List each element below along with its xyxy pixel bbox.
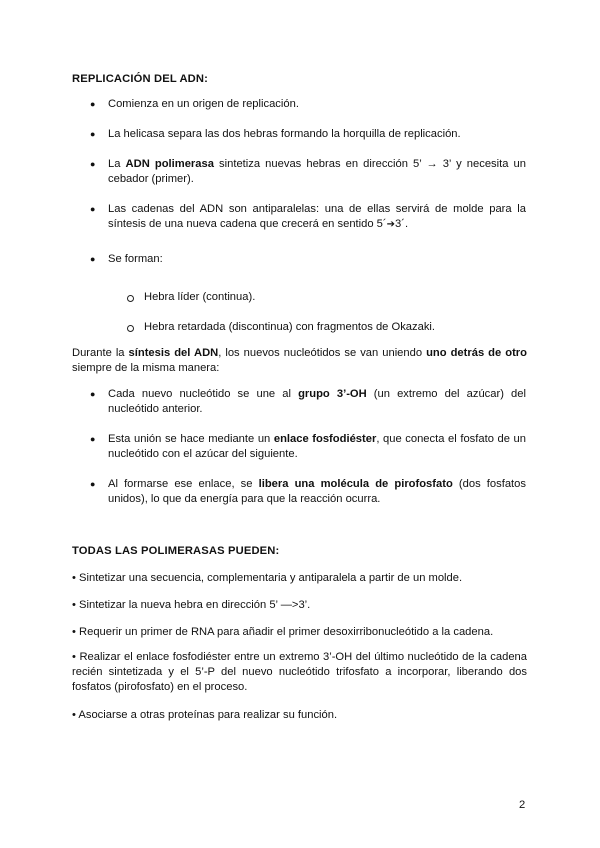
list-item: • Realizar el enlace fosfodiéster entre un extremo 3’-OH del último nucleótido de la cadena recién sintetizada y el 5’-P del nuevo nucleótido trifosfato a incorporar, liberando dos fosfatos (pirofosfato) en el proceso.	[72, 651, 527, 693]
list-item-text: Las cadenas del ADN son antiparalelas: una de ellas servirá de molde para la síntesis de una nueva cadena que crecerá en sentido 5´➔3´.	[108, 203, 526, 230]
bold-term: enlace fosfodiéster	[273, 433, 377, 445]
list-item-text: Se forman:	[108, 253, 163, 265]
bullet-dot-icon: ●	[90, 434, 96, 444]
paragraph-sintesis: Durante la síntesis del ADN, los nuevos nucleótidos se van uniendo uno detrás de otro siempre de la misma manera:	[72, 347, 527, 374]
list-item-text: La ADN polimerasa sintetiza nuevas hebras en dirección 5’ → 3’ y necesita un cebador (primer).	[108, 158, 526, 185]
sub-list-item-text: Hebra retardada (discontinua) con fragmentos de Okazaki.	[144, 321, 436, 333]
list-item-text: Al formarse ese enlace, se libera una molécula de pirofosfato (dos fosfatos unidos), lo que da energía para que la reacción ocurra.	[108, 478, 526, 505]
bold-term: ADN polimerasa	[125, 158, 214, 170]
section-heading-polimerasas: TODAS LAS POLIMERASAS PUEDEN:	[72, 545, 280, 557]
list-item-text: La helicasa separa las dos hebras formando la horquilla de replicación.	[108, 128, 461, 140]
sub-list-item-text: Hebra líder (continua).	[144, 291, 256, 303]
bold-term: grupo 3’-OH	[298, 388, 367, 400]
list-item: • Sintetizar una secuencia, complementaria y antiparalela a partir de un molde.	[72, 572, 463, 584]
list-item: • Sintetizar la nueva hebra en dirección 5’ —>3’.	[72, 599, 311, 611]
bullet-dot-icon: ●	[90, 479, 96, 489]
section-heading-replicacion: REPLICACIÓN DEL ADN:	[72, 73, 209, 85]
bullet-circle-icon	[127, 295, 134, 302]
list-item-text: Esta unión se hace mediante un enlace fosfodiéster, que conecta el fosfato de un nucleótido con el azúcar del siguiente.	[108, 433, 526, 460]
bullet-dot-icon: ●	[90, 99, 96, 109]
bullet-dot-icon: ●	[90, 159, 96, 169]
bullet-dot-icon: ●	[90, 254, 96, 264]
arrow-right-icon: ➔	[386, 219, 396, 230]
bullet-dot-icon: ●	[90, 129, 96, 139]
bold-term: libera una molécula de pirofosfato	[258, 478, 453, 490]
list-item-text: Comienza en un origen de replicación.	[108, 98, 299, 110]
bullet-dot-icon: ●	[90, 389, 96, 399]
bold-term: uno detrás de otro	[426, 347, 527, 359]
bullet-dot-icon: ●	[90, 204, 96, 214]
page-number: 2	[519, 799, 526, 811]
list-item: • Requerir un primer de RNA para añadir el primer desoxirribonucleótido a la cadena.	[72, 626, 494, 638]
list-item-text: Cada nuevo nucleótido se une al grupo 3’-OH (un extremo del azúcar) del nucleótido anterior.	[108, 388, 526, 415]
bullet-circle-icon	[127, 325, 134, 332]
list-item: • Asociarse a otras proteínas para realizar su función.	[72, 709, 338, 721]
bold-term: síntesis del ADN	[128, 347, 219, 359]
